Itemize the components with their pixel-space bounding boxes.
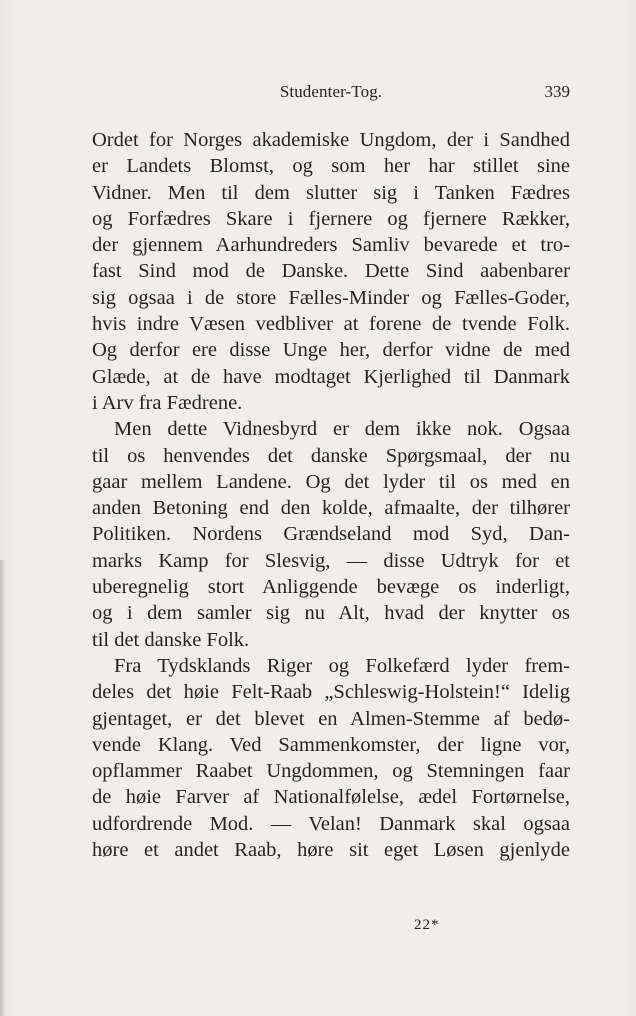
paragraph-end-line: i Arv fra Fædrene. bbox=[92, 391, 243, 414]
text-line: gjentaget, er det blevet en Almen-Stemme af bedø- bbox=[92, 707, 570, 730]
text-line: Politiken. Nordens Grændseland mod Syd, Dan- bbox=[92, 523, 570, 546]
text-line: gaar mellem Landene. Og det lyder til os med en bbox=[92, 470, 570, 493]
running-head: Studenter-Tog. bbox=[279, 82, 383, 101]
page-header bbox=[92, 81, 570, 103]
text-line: Vidner. Men til dem slutter sig i Tanken Fædres bbox=[92, 181, 570, 204]
text-line: marks Kamp for Slesvig, — disse Udtryk for et bbox=[92, 549, 570, 572]
text-line: de høie Farver af Nationalfølelse, ædel Fortørnelse, bbox=[92, 786, 570, 809]
page-gutter-shadow bbox=[0, 560, 6, 1016]
text-line: opflammer Raabet Ungdommen, og Stemningen faar bbox=[92, 760, 570, 783]
text-line: hvis indre Væsen vedbliver at forene de tvende Folk. bbox=[92, 313, 570, 336]
signature-mark: 22* bbox=[414, 917, 440, 933]
text-line: er Landets Blomst, og som her har stillet sine bbox=[92, 155, 570, 178]
body-text bbox=[92, 127, 570, 863]
text-line: deles det høie Felt-Raab „Schleswig-Holstein!“ Idelig bbox=[92, 681, 570, 704]
text-line: udfordrende Mod. — Velan! Danmark skal ogsaa bbox=[92, 812, 570, 835]
text-line: og Forfædres Skare i fjernere og fjernere Rækker, bbox=[92, 207, 570, 230]
paragraph-end-line: til det danske Folk. bbox=[92, 628, 250, 651]
text-line: sig ogsaa i de store Fælles-Minder og Fælles-Goder, bbox=[92, 286, 570, 309]
text-line: og i dem samler sig nu Alt, hvad der knytter os bbox=[92, 602, 570, 625]
text-line: anden Betoning end den kolde, afmaalte, der tilhører bbox=[92, 497, 570, 520]
paragraph-start-line: Men dette Vidnesbyrd er dem ikke nok. Ogsaa bbox=[114, 418, 570, 441]
text-line: høre et andet Raab, høre sit eget Løsen gjenlyde bbox=[92, 839, 570, 862]
text-line: til os henvendes det danske Spørgsmaal, der nu bbox=[92, 444, 570, 467]
text-line: Ordet for Norges akademiske Ungdom, der i Sandhed bbox=[92, 129, 570, 151]
text-line: der gjennem Aarhundreders Samliv bevarede et tro- bbox=[92, 234, 570, 257]
text-line: uberegnelig stort Anliggende bevæge os inderligt, bbox=[92, 576, 570, 599]
text-line: vende Klang. Ved Sammenkomster, der ligne vor, bbox=[92, 733, 570, 756]
paragraph-start-line: Fra Tydsklands Riger og Folkefærd lyder frem- bbox=[114, 654, 570, 677]
text-line: fast Sind mod de Danske. Dette Sind aabenbarer bbox=[92, 260, 570, 283]
text-line: Og derfor ere disse Unge her, derfor vidne de med bbox=[92, 339, 570, 362]
text-line: Glæde, at de have modtaget Kjerlighed til Danmark bbox=[92, 365, 570, 388]
page-number: 339 bbox=[544, 82, 570, 101]
